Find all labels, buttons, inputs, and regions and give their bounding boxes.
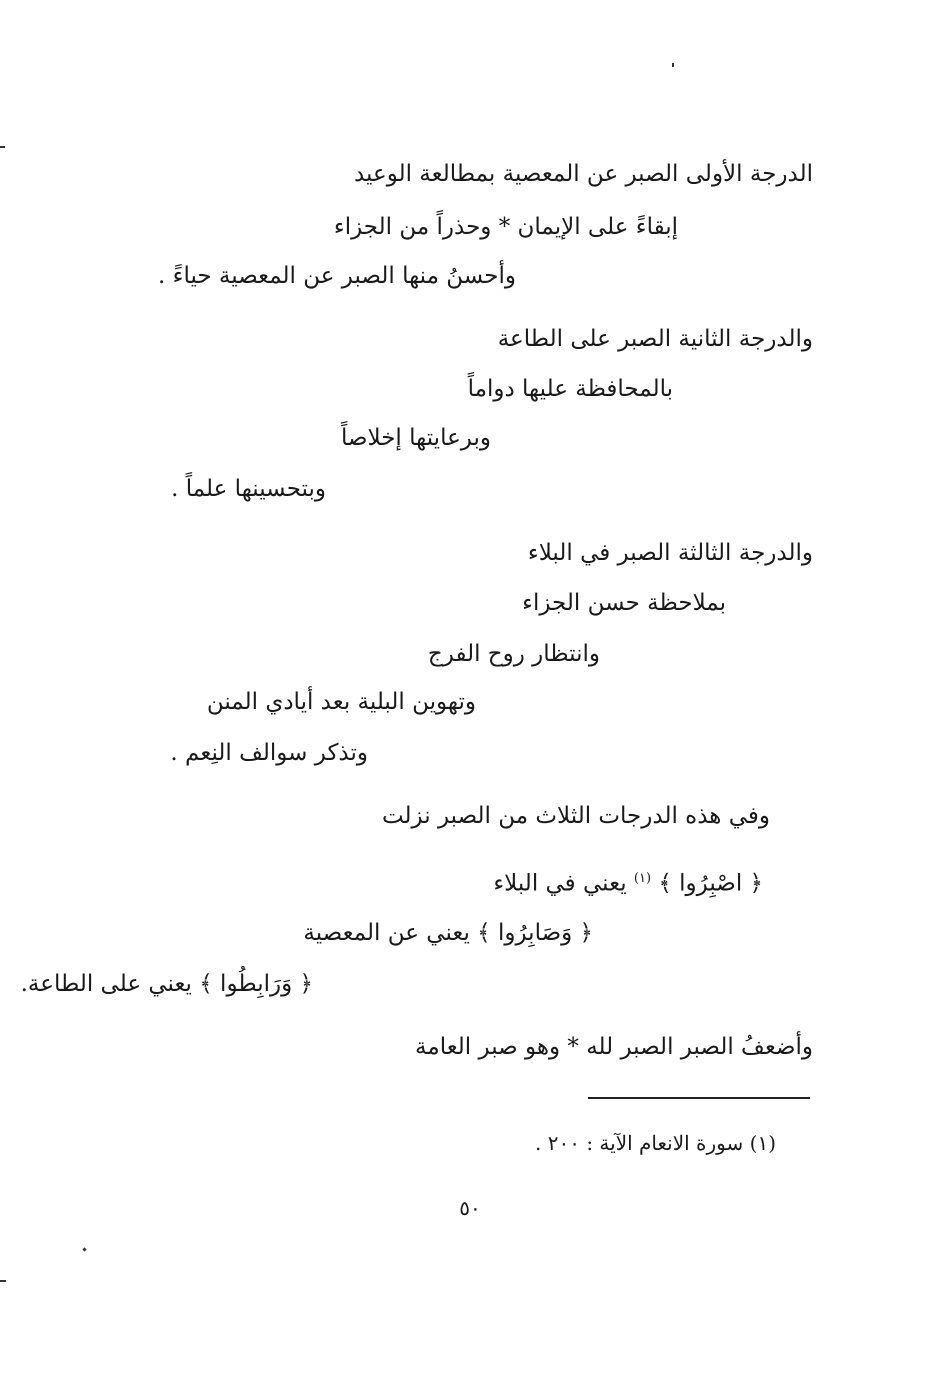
footnote-marker: (١) bbox=[633, 871, 652, 886]
text-line-8: والدرجة الثالثة الصبر في البلاء bbox=[527, 540, 813, 566]
text-line-17: وأضعفُ الصبر الصبر لله * وهو صبر العامة bbox=[415, 1034, 813, 1060]
verse-line-1 bbox=[493, 863, 763, 900]
verse-quote: ﴿ اصْبِرُوا ﴾ bbox=[658, 870, 763, 897]
text-line-3: وأحسنُ منها الصبر عن المعصية حياءً . bbox=[158, 263, 516, 289]
footnote-divider bbox=[588, 1097, 810, 1099]
verse-explanation: يعني في البلاء bbox=[493, 870, 627, 897]
text-line-5: بالمحافظة عليها دواماً bbox=[467, 376, 673, 402]
page-number: ٥٠ bbox=[459, 1196, 481, 1220]
scan-speck bbox=[672, 63, 674, 67]
text-line-13: وفي هذه الدرجات الثلاث من الصبر نزلت bbox=[381, 803, 770, 829]
footnote-text: (١) سورة الانعام الآية : ٢٠٠ . bbox=[535, 1131, 776, 1155]
text-line-2: إبقاءً على الإيمان * وحذراً من الجزاء bbox=[333, 214, 678, 240]
text-line-10: وانتظار روح الفرج bbox=[427, 641, 600, 667]
verse-line-2: ﴿ وَصَابِرُوا ﴾ يعني عن المعصية bbox=[303, 920, 593, 946]
scan-speck bbox=[82, 1247, 86, 1251]
scan-speck bbox=[0, 1280, 6, 1282]
text-line-12: وتذكر سوالف النِعم . bbox=[170, 740, 368, 766]
text-line-11: وتهوين البلية بعد أيادي المنن bbox=[206, 689, 476, 715]
text-line-9: بملاحظة حسن الجزاء bbox=[522, 590, 726, 616]
text-line-1: الدرجة الأولى الصبر عن المعصية بمطالعة الوعيد bbox=[353, 161, 813, 187]
text-line-6: وبرعايتها إخلاصاً bbox=[340, 425, 491, 451]
text-line-7: وبتحسينها علماً . bbox=[171, 476, 326, 502]
text-line-4: والدرجة الثانية الصبر على الطاعة bbox=[497, 326, 813, 352]
scan-speck bbox=[0, 146, 5, 148]
verse-line-3: ﴿ وَرَابِطُوا ﴾ يعني على الطاعة. bbox=[20, 971, 313, 997]
